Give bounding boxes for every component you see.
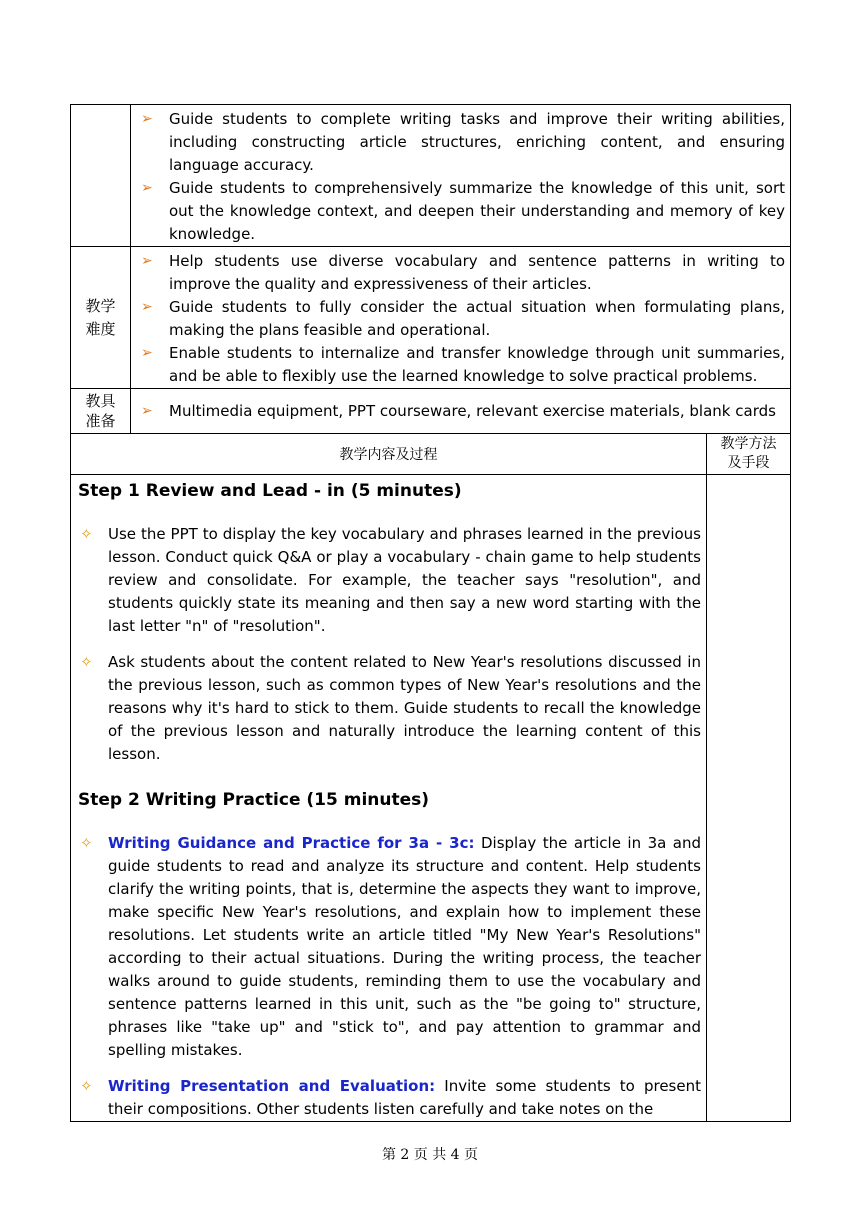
- process-header-method: [707, 434, 791, 475]
- method-header-line2: 及手段: [727, 455, 770, 471]
- process-header-row: [71, 434, 791, 475]
- difficulties-list: [131, 247, 790, 388]
- difficulties-cell: [131, 247, 791, 389]
- process-content-cell: [71, 475, 707, 1122]
- step-2-item-1: [78, 832, 701, 1062]
- list-item: [139, 342, 785, 388]
- objectives-label-cell: [71, 105, 131, 247]
- arrow-bullet-icon: ➢: [141, 402, 153, 419]
- list-item: [139, 250, 785, 296]
- difficulty-text: Enable students to internalize and transfer knowledge through unit summaries, and be able to flexibly use the learned knowledge to solve practical problems.: [169, 344, 785, 385]
- process-header-title: 教学内容及过程: [339, 447, 438, 463]
- difficulty-text: Help students use diverse vocabulary and sentence patterns in writing to improve the quality and expressiveness of their articles.: [169, 252, 785, 293]
- difficulties-label-line1: 教学: [85, 296, 116, 315]
- objective-text: Guide students to comprehensively summarize the knowledge of this unit, sort out the knowledge context, and deepen their understanding and memory of key knowledge.: [169, 179, 785, 243]
- arrow-bullet-icon: ➢: [141, 299, 153, 315]
- star-bullet-icon: ✧: [80, 834, 93, 852]
- star-bullet-icon: ✧: [80, 1077, 93, 1095]
- step-1-item-2: [78, 651, 701, 766]
- list-item: [139, 296, 785, 342]
- aids-text: Multimedia equipment, PPT courseware, relevant exercise materials, blank cards: [169, 401, 776, 420]
- footer-middle: 页 共: [413, 1147, 447, 1163]
- arrow-bullet-icon: ➢: [141, 345, 153, 361]
- footer-suffix: 页: [464, 1147, 479, 1163]
- list-item: [139, 177, 785, 246]
- aids-cell: [131, 389, 791, 434]
- process-content-row: [71, 475, 791, 1122]
- step-2-item-2: [78, 1075, 701, 1121]
- process-header-content: [71, 434, 707, 475]
- list-item: [139, 400, 785, 423]
- objective-text: Guide students to complete writing tasks and improve their writing abilities, including constructing article structures, enriching content, and ensuring language accuracy.: [169, 110, 785, 174]
- lesson-plan-table: [70, 104, 791, 1122]
- method-header-line1: 教学方法: [720, 436, 777, 452]
- objectives-list: [131, 105, 790, 246]
- objectives-cell: [131, 105, 791, 247]
- item-text: Use the PPT to display the key vocabulary and phrases learned in the previous lesson. Conduct quick Q&A or play a vocabulary - chain game to help students review and consolidate. For example, the teacher says "resolution", and students quickly state its meaning and then say a new word starting with the last letter "n" of "resolution".: [108, 525, 701, 635]
- item-lead: Writing Guidance and Practice for 3a - 3c:: [108, 834, 475, 852]
- aids-list: [131, 400, 790, 423]
- aids-label: [71, 389, 131, 434]
- item-text: Invite some students to present their compositions. Other students listen carefully and take notes on the: [108, 1077, 701, 1118]
- item-text: Ask students about the content related to New Year's resolutions discussed in the previous lesson, such as common types of New Year's resolutions and the reasons why it's hard to stick to them. Guide students to recall the knowledge of the previous lesson and naturally introduce the learning content of this lesson.: [108, 653, 701, 763]
- difficulties-label: [71, 247, 131, 389]
- footer-total-pages: 4: [450, 1147, 460, 1163]
- step-2-title: Step 2 Writing Practice (15 minutes): [78, 790, 430, 810]
- step-1-item-1: [78, 523, 701, 638]
- footer-prefix: 第: [381, 1147, 396, 1163]
- page-footer: [0, 1144, 860, 1164]
- list-item: [139, 108, 785, 177]
- difficulty-text: Guide students to fully consider the actual situation when formulating plans, making the plans feasible and operational.: [169, 298, 785, 339]
- arrow-bullet-icon: ➢: [141, 253, 153, 269]
- item-text: Display the article in 3a and guide students to read and analyze its structure and content. Help students clarify the writing points, that is, determine the aspects they want to improve, make specific New Year's resolutions, and explain how to implement these resolutions. Let students write an article titled "My New Year's Resolutions" according to their actual situations. During the writing process, the teacher walks around to guide students, reminding them to use the vocabulary and sentence patterns learned in this unit, such as the "be going to" structure, phrases like "take up" and "stick to", and pay attention to grammar and spelling mistakes.: [108, 834, 702, 1059]
- star-bullet-icon: ✧: [80, 653, 93, 671]
- process-method-cell: [707, 475, 791, 1122]
- step-1-title: Step 1 Review and Lead - in (5 minutes): [78, 481, 462, 501]
- arrow-bullet-icon: ➢: [141, 111, 153, 127]
- aids-row: [71, 389, 791, 434]
- difficulties-row: [71, 247, 791, 389]
- arrow-bullet-icon: ➢: [141, 180, 153, 196]
- process-content: [71, 479, 706, 1121]
- footer-page-number: 2: [400, 1147, 410, 1163]
- star-bullet-icon: ✧: [80, 525, 93, 543]
- aids-label-line1: 教具: [85, 392, 116, 410]
- objectives-row: [71, 105, 791, 247]
- aids-label-line2: 准备: [85, 412, 116, 430]
- difficulties-label-line2: 难度: [85, 319, 116, 338]
- item-lead: Writing Presentation and Evaluation:: [108, 1077, 436, 1095]
